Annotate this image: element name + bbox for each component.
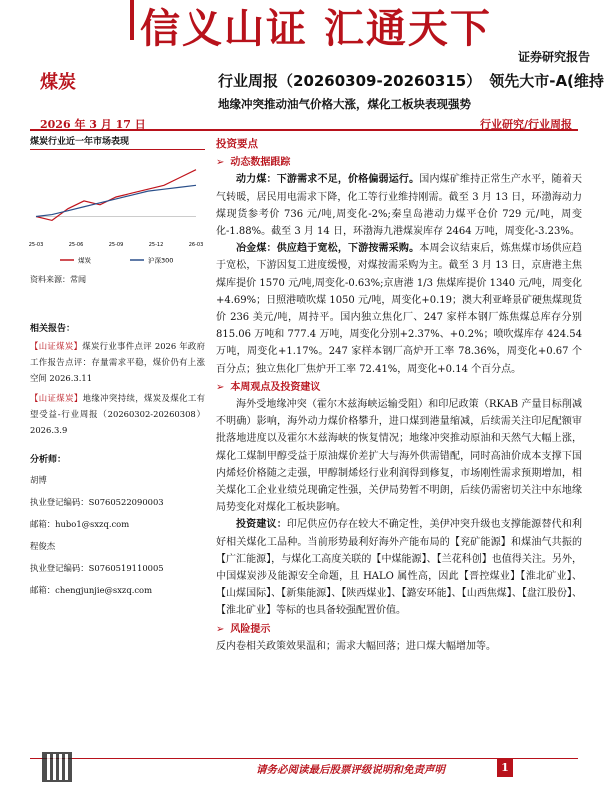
report-category: 行业研究/行业周报 bbox=[479, 118, 572, 131]
main-content bbox=[216, 136, 582, 655]
thermal-coal-lead: 动力煤：下游需求不足，价格偏弱运行。 bbox=[236, 174, 420, 186]
advice-text: 印尼供应仍存在较大不确定性，美伊冲突升级也支撑能源替代和利好相关煤化工品种。当前形势最利好海外产能布局的【兖矿能源】和煤油气共振的【广汇能源】，与煤化工高度关联的【中煤能源】、【兰花科创】也值得关注。另外，中国煤炭涉及能源安全命题，且 HALO 属性高，因此【晋控煤业】【淮北矿业】、【山煤国际】、【新集能源】、【陕西煤业】、【潞安环能】、【山西焦煤】、【盘江股份】、【淮北矿业】等标的也具备较强配置价值。 bbox=[216, 519, 583, 617]
x-tick-label: 26-03 bbox=[188, 242, 204, 248]
related-text: 地缘冲突持续，煤炭及煤化工有望受益-行业周报（20260302-20260308） 2026.3.9 bbox=[30, 393, 206, 435]
arrow-icon: ➢ bbox=[216, 381, 225, 393]
key-points-heading: 投资要点 bbox=[216, 138, 258, 150]
report-date: 2026 年 3 月 17 日 bbox=[40, 118, 146, 131]
page-number: 1 bbox=[497, 759, 513, 777]
view-heading bbox=[216, 379, 582, 396]
sidebar bbox=[30, 134, 205, 597]
x-tick-label: 25-03 bbox=[28, 242, 44, 248]
chart-title: 煤炭行业近一年市场表现 bbox=[30, 134, 205, 150]
dynamic-heading-text: 动态数据跟踪 bbox=[230, 157, 291, 169]
thermal-coal-paragraph bbox=[216, 171, 582, 240]
disclaimer-text[interactable]: 请务必阅读最后股票评级说明和免责声明 bbox=[256, 764, 445, 776]
view-heading-text: 本周观点及投资建议 bbox=[230, 381, 321, 393]
arrow-icon: ➢ bbox=[216, 623, 225, 635]
x-tick-label: 25-12 bbox=[148, 242, 164, 248]
risk-heading-text: 风险提示 bbox=[230, 623, 271, 635]
advice-lead: 投资建议： bbox=[236, 519, 287, 531]
related-tag: 【山证煤炭】 bbox=[30, 393, 83, 403]
industry-label: 煤炭 bbox=[40, 72, 76, 93]
report-type: 证券研究报告 bbox=[517, 50, 590, 64]
weekly-title-text: 行业周报（20260309-20260315） bbox=[218, 72, 482, 90]
report-title bbox=[218, 70, 604, 91]
related-report[interactable] bbox=[30, 338, 205, 386]
x-tick-label: 25-06 bbox=[68, 242, 84, 248]
rating-text: 领先大市-A(维持 bbox=[489, 72, 604, 90]
x-tick-label: 25-09 bbox=[108, 242, 124, 248]
view-paragraph: 海外受地缘冲突（霍尔木兹海峡运输受阻）和印尼政策（RKAB 产量目标削减不明确）影响，海外动力煤价格攀升，进口煤到港量缩减，后续需关注印尼配额审批落地进度以及霍尔木兹海峡的恢复情况；地缘冲突推动原油和天然气大幅上涨，煤化工煤制甲醇受益于原油煤价差扩大与海外供需错配，同时高油价成本支撑下国内烯烃价格随之走强，甲醇制烯烃行业利润得到修复，市场刚性需求预期增加，相关煤化工企业业绩兑现确定性强，关伊局势暂不明朗，后续仍需密切关注中东地缘局势变化对煤化工板块影响。 bbox=[216, 399, 582, 514]
banner-logo-text: 信义山证 汇通天下 bbox=[140, 6, 492, 52]
analyst-email[interactable]: 邮箱：hubo1@sxzq.com bbox=[30, 519, 130, 529]
qr-code-icon bbox=[42, 752, 72, 782]
banner-bar bbox=[130, 0, 134, 40]
risk-paragraph: 反内卷相关政策效果温和；需求大幅回落；进口煤大幅增加等。 bbox=[216, 640, 496, 652]
related-text: 煤炭行业事件点评 2026 年政府工作报告点评：存量需求平稳，煤价仍有上涨空间 2026.3.11 bbox=[30, 341, 206, 383]
chart-source: 资料来源：常闻 bbox=[30, 275, 86, 284]
date-bar bbox=[30, 117, 578, 131]
series-line-1 bbox=[36, 185, 196, 216]
legend-label: 煤炭 bbox=[78, 256, 91, 265]
advice-paragraph bbox=[216, 516, 582, 619]
analyst-name: 胡博 bbox=[30, 475, 47, 485]
related-report[interactable] bbox=[30, 390, 205, 438]
coking-coal-lead: 冶金煤：供应趋于宽松，下游按需采购。 bbox=[236, 243, 420, 255]
analyst-email[interactable]: 邮箱：chengjunjie@sxzq.com bbox=[30, 585, 153, 595]
thermal-coal-text: 国内煤矿维持正常生产水平，随着天气转暖，居民用电需求下降，化工等行业维持刚需。截至 3 月 13 日，环渤海动力煤现货参考价 736 元/吨,周变化-2%;秦皇岛港动力煤平仓价 729 元/吨，周变化-1.88%。截至 3 月 14 日，环渤海九港煤炭库存 2464 万吨，周变化-3.23%。 bbox=[216, 174, 583, 238]
analyst-block bbox=[30, 473, 205, 597]
analyst-cert: 执业登记编码：S0760522090003 bbox=[30, 497, 164, 507]
market-chart bbox=[28, 150, 204, 270]
report-subtitle: 地缘冲突推动油气价格大涨，煤化工板块表现强势 bbox=[218, 97, 471, 111]
analyst-name: 程俊杰 bbox=[30, 541, 56, 551]
analyst-cert: 执业登记编码：S0760519110005 bbox=[30, 563, 164, 573]
dynamic-heading bbox=[216, 154, 582, 171]
related-title: 相关报告： bbox=[30, 324, 76, 334]
chart-svg bbox=[28, 150, 204, 270]
coking-coal-text: 本周会议结束后，炼焦煤市场供应趋于宽松，下游因复工进度缓慢，对煤按需采购为主。截至 3 月 13 日，京唐港主焦煤库提价 1570 元/吨,周变化-0.63%;京唐港 1/3 焦煤库提价 1340 元/吨，周变化+4.69%；日照港喷吹煤 1050 元/吨，周变化+0.19；澳大利亚峰景矿硬焦煤现货价 236 美元/吨，周持平。国内独立焦化厂、247 家样本钢厂炼焦煤总库存分别 815.06 万吨和 777.4 万吨，周变化分别+2.37%、+0.2%；喷吹煤库存 424.54 万吨，周变化+1.17%。247 家样本钢厂高炉开工率 78.36%，周变化+0.67 个百分点；独立焦化厂焦炉开工率 72.41%，周变化+0.14 个百分点。 bbox=[216, 243, 583, 375]
risk-heading bbox=[216, 621, 582, 638]
analyst-title: 分析师： bbox=[30, 455, 67, 465]
related-tag: 【山证煤炭】 bbox=[30, 341, 83, 351]
arrow-icon: ➢ bbox=[216, 157, 225, 169]
coking-coal-paragraph bbox=[216, 240, 582, 378]
footer-divider bbox=[30, 758, 578, 759]
legend-label: 沪深300 bbox=[148, 256, 174, 265]
